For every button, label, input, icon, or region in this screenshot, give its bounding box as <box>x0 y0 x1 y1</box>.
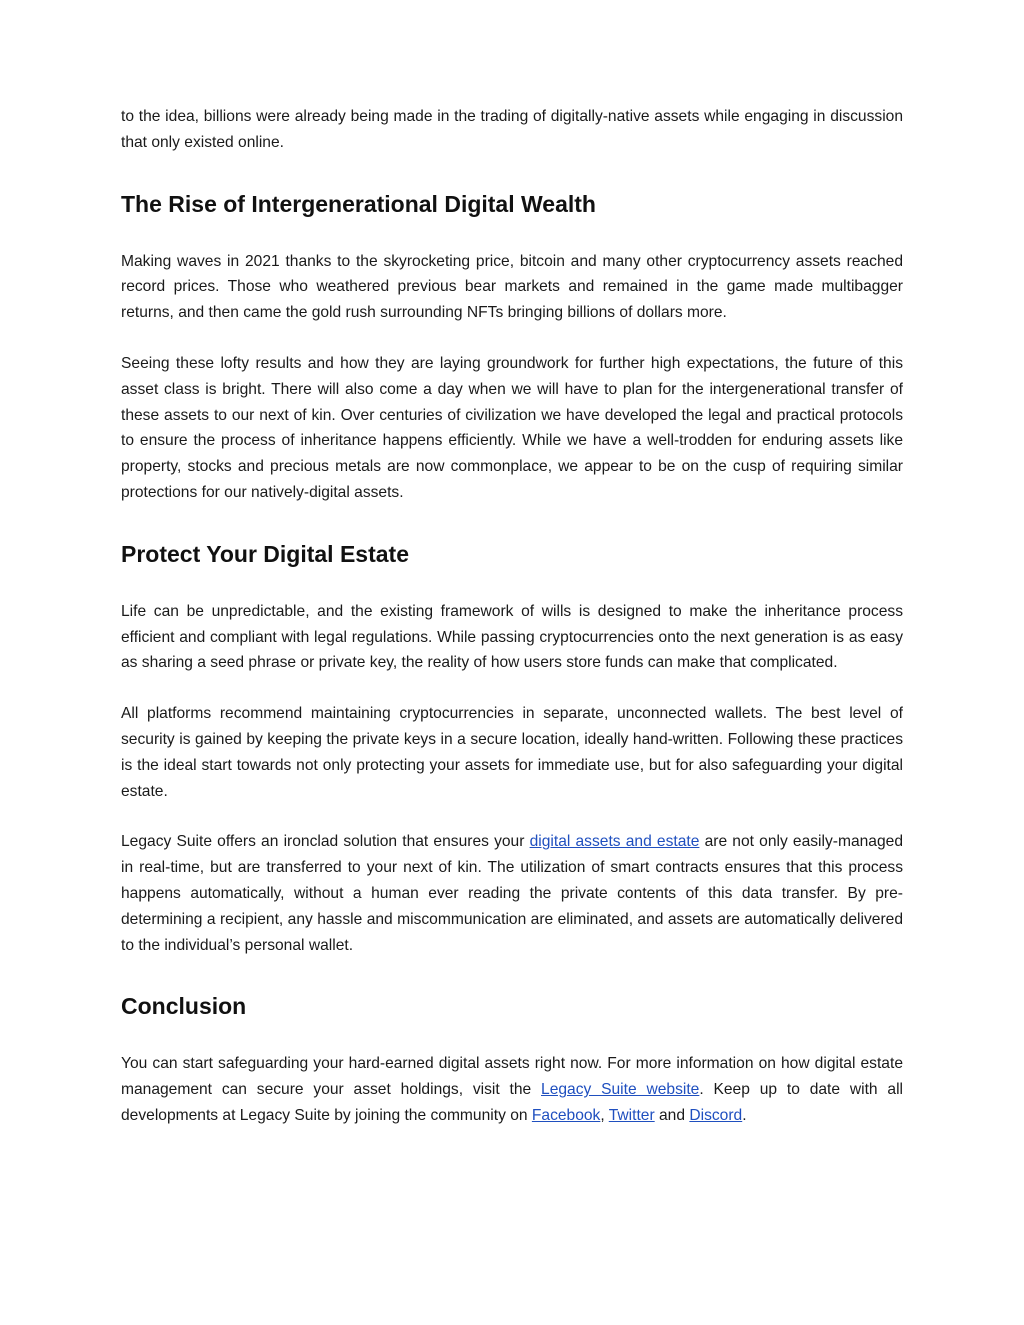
paragraph-life-unpredictable: Life can be unpredictable, and the existing framework of wills is designed to make the inheritance process efficient and compliant with legal regulations. While passing cryptocurrencies onto the next generation is as easy as sharing a seed phrase or private key, the reality of how users store funds can make that complicated. <box>121 602 903 672</box>
paragraph-making-waves: Making waves in 2021 thanks to the skyrocketing price, bitcoin and many other cryptocurrency assets reached record prices. Those who weathered previous bear markets and remained in the game made multibagger returns, and then came the gold rush surrounding NFTs bringing billions of dollars more. <box>121 252 903 322</box>
digital-assets-estate-link[interactable]: digital assets and estate <box>529 833 700 851</box>
document-page <box>121 104 903 1129</box>
intro-paragraph: to the idea, billions were already being made in the trading of digitally-native assets while engaging in discussion that only existed online. <box>121 108 903 151</box>
twitter-link[interactable]: Twitter <box>608 1106 655 1124</box>
heading-rise-of-digital-wealth: The Rise of Intergenerational Digital Wealth <box>121 190 596 217</box>
heading-protect-digital-estate: Protect Your Digital Estate <box>121 540 409 567</box>
paragraph-conclusion <box>121 1051 903 1128</box>
conclusion-text-part2: . Keep up to date with all developments at Legacy Suite by joining the community on <box>121 1081 903 1124</box>
legacy-text-after-link: are not only easily-managed in real-time, but are transferred to your next of kin. The utilization of smart contracts ensures that this process happens automatically, without a human ever reading the private contents of this data transfer. By pre-determining a recipient, any hassle and miscommunication are eliminated, and assets are automatically delivered to the individual’s personal wallet. <box>121 833 904 954</box>
legacy-text-before-link: Legacy Suite offers an ironclad solution that ensures your <box>121 833 530 851</box>
conclusion-text-part1: You can start safeguarding your hard-earned digital assets right now. For more information on how digital estate management can secure your asset holdings, visit the <box>121 1055 903 1099</box>
conclusion-and: and <box>654 1106 690 1124</box>
facebook-link[interactable]: Facebook <box>531 1106 601 1124</box>
legacy-suite-website-link[interactable]: Legacy Suite website <box>541 1081 700 1099</box>
paragraph-legacy-suite-offers <box>121 829 903 958</box>
conclusion-period: . <box>742 1106 747 1124</box>
heading-conclusion: Conclusion <box>121 993 247 1020</box>
discord-link[interactable]: Discord <box>689 1106 743 1124</box>
conclusion-comma: , <box>600 1106 609 1124</box>
paragraph-all-platforms: All platforms recommend maintaining cryptocurrencies in separate, unconnected wallets. The best level of security is gained by keeping the private keys in a secure location, ideally hand-written. Following these practices is the ideal start towards not only protecting your assets for immediate use, but for also safeguarding your digital estate. <box>121 705 903 800</box>
paragraph-lofty-results: Seeing these lofty results and how they are laying groundwork for further high expectations, the future of this asset class is bright. There will also come a day when we will have to plan for the intergenerational transfer of these assets to our next of kin. Over centuries of civilization we have developed the legal and practical protocols to ensure the process of inheritance happens efficiently. While we have a well-trodden for enduring assets like property, stocks and precious metals are now commonplace, we appear to be on the cusp of requiring similar protections for our natively-digital assets. <box>121 354 903 501</box>
